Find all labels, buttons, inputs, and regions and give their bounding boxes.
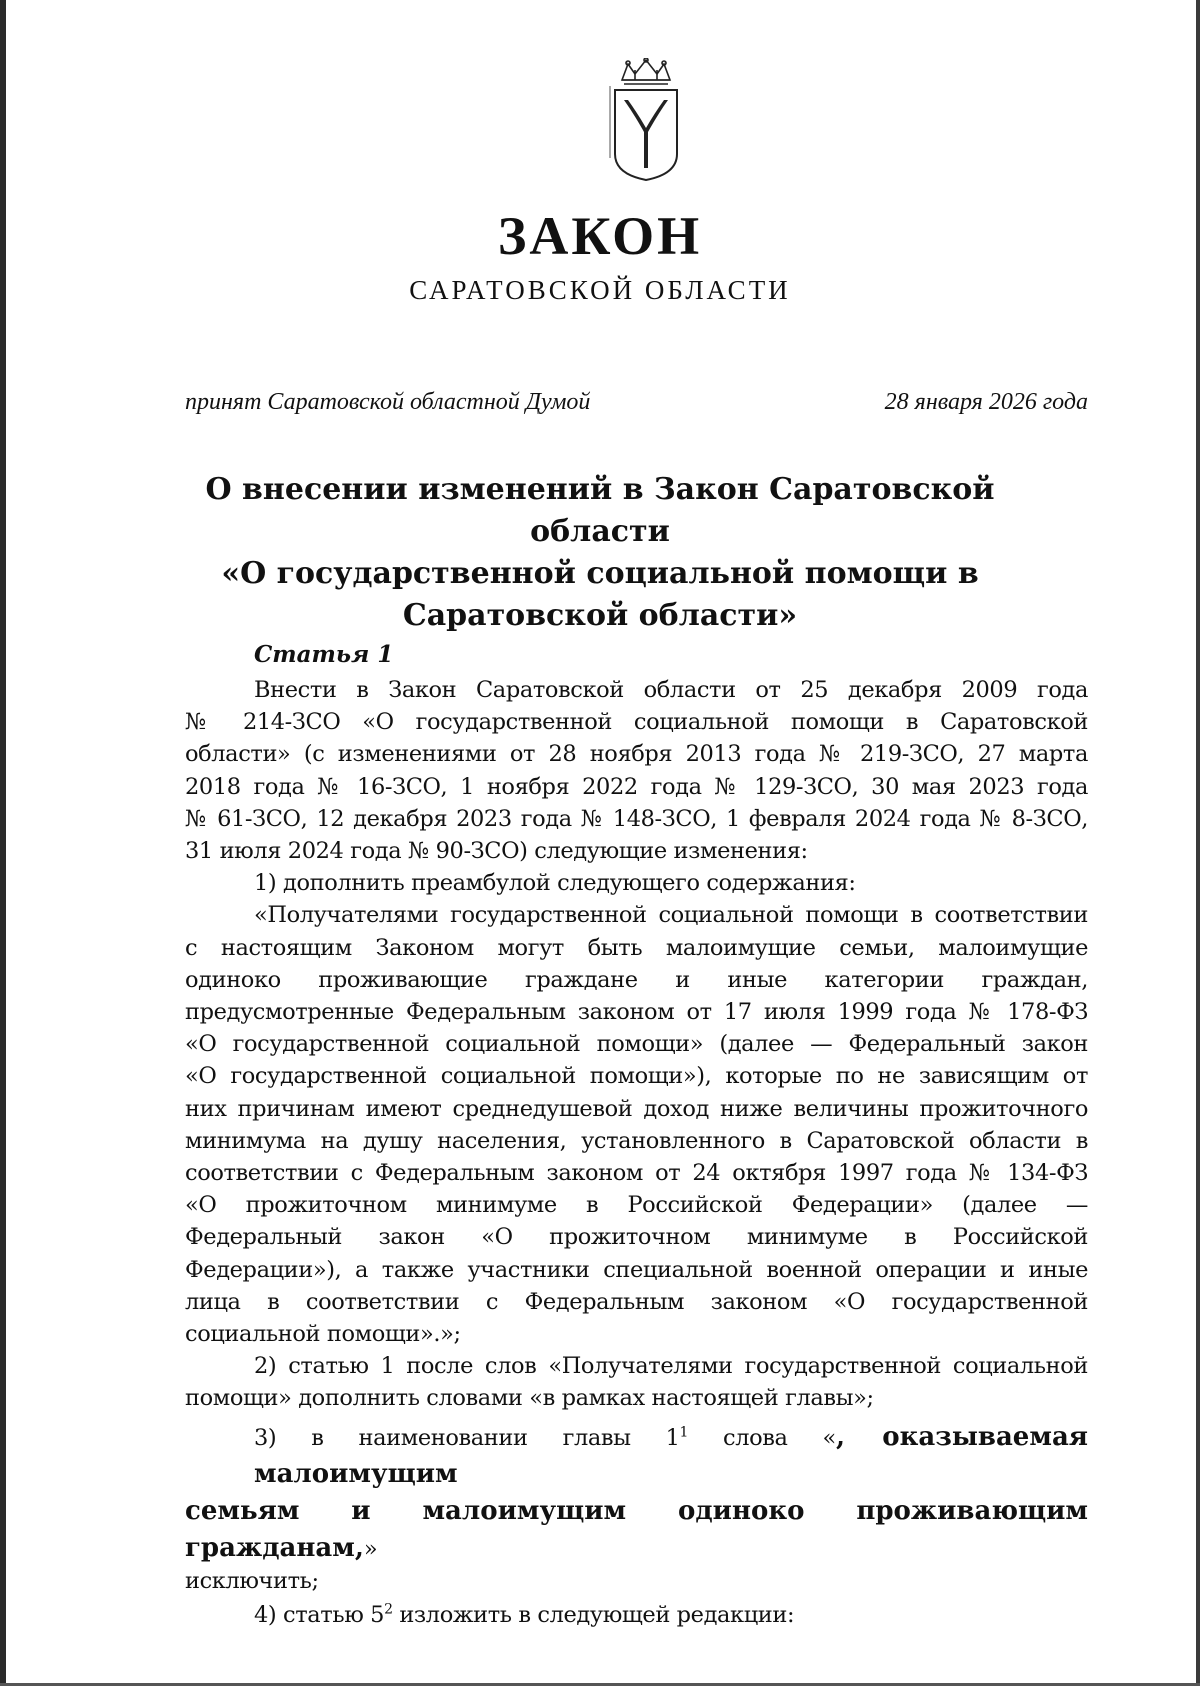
text-line: помощи» дополнить словами «в рамках настоящей главы»; <box>185 1385 874 1412</box>
text-line: «О прожиточном минимуме в Российской Федерации» (далее — <box>185 1192 1088 1219</box>
adoption-date: 28 января 2026 года <box>884 389 1088 415</box>
text-line: 2018 года № 16-ЗСО, 1 ноября 2022 года № 129-ЗСО, 30 мая 2023 года <box>185 773 1088 800</box>
item-1 <box>185 867 1088 899</box>
article-title: Статья 1 <box>254 641 394 668</box>
document-title: ЗАКОН <box>497 206 703 266</box>
text-line: № 61-ЗСО, 12 декабря 2023 года № 148-ЗСО, 1 февраля 2024 года № 8-ЗСО, <box>185 805 1088 832</box>
item-2 <box>185 1350 1088 1414</box>
item-4 <box>185 1599 1088 1631</box>
text-line: области» (с изменениями от 28 ноября 2013 года № 219-ЗСО, 27 марта <box>185 741 1088 768</box>
text-line: соответствии с Федеральным законом от 24 октября 1997 года № 134-ФЗ <box>185 1160 1088 1187</box>
item-3-mid: слова « <box>688 1424 836 1451</box>
item-3-bold-text: семьям и малоимущим одиноко проживающим гражданам, <box>185 1495 1088 1563</box>
law-heading-line: «О государственной социальной помощи в <box>221 556 979 591</box>
text-line: исключить; <box>185 1567 319 1594</box>
text-line <box>185 1493 1088 1567</box>
text-line: № 214-ЗСО «О государственной социальной помощи в Саратовской <box>185 709 1088 736</box>
item-3-bold-text: , оказываемая малоимущим <box>254 1421 1088 1489</box>
text-line: предусмотренные Федеральным законом от 17 июля 1999 года № 178-ФЗ <box>185 999 1088 1026</box>
text-line: Федеральный закон «О прожиточном минимуме в Российской <box>185 1224 1088 1251</box>
text-line: «О государственной социальной помощи»), которые по не зависящим от <box>185 1063 1088 1090</box>
text-line: них причинам имеют среднедушевой доход ниже величины прожиточного <box>185 1095 1088 1122</box>
item-3 <box>185 1419 1088 1595</box>
document-subtitle: САРАТОВСКОЙ ОБЛАСТИ <box>409 275 791 305</box>
item-4-prefix: 4) статью 5 <box>254 1601 385 1628</box>
law-heading <box>150 469 1050 637</box>
article-body <box>185 642 1088 1631</box>
text-line: социальной помощи».»; <box>185 1321 461 1348</box>
text-line: «О государственной социальной помощи» (далее — Федеральный закон <box>185 1031 1088 1058</box>
text-line: с настоящим Законом могут быть малоимущие семьи, малоимущие <box>185 934 1088 961</box>
article-paragraph-1 <box>185 674 1088 867</box>
text-line: Федерации»), а также участники специальной военной операции и иные <box>185 1256 1088 1283</box>
item-3-prefix: 3) в наименовании главы 1 <box>254 1424 680 1451</box>
text-line: 1) дополнить преамбулой следующего содержания: <box>254 870 856 897</box>
adopted-by: принят Саратовской областной Думой <box>185 389 591 415</box>
superscript: 2 <box>384 1601 393 1618</box>
superscript: 1 <box>679 1424 689 1441</box>
text-line: минимума на душу населения, установленного в Саратовской области в <box>185 1127 1088 1154</box>
law-heading-line: О внесении изменений в Закон Саратовской области <box>205 472 995 549</box>
text-line <box>185 1599 1088 1631</box>
text-line: 31 июля 2024 года № 90-ЗСО) следующие изменения: <box>185 838 808 865</box>
text-line <box>185 1419 1088 1493</box>
text-line: Внести в Закон Саратовской области от 25 декабря 2009 года <box>254 677 1088 703</box>
item-4-suffix: изложить в следующей редакции: <box>392 1601 795 1628</box>
text-line: лица в соответствии с Федеральным законом «О государственной <box>185 1288 1088 1315</box>
preamble-quote <box>185 899 1088 1350</box>
text-line: «Получателями государственной социальной помощи в соответствии <box>254 902 1088 929</box>
item-3-end: » <box>363 1535 378 1562</box>
law-heading-line: Саратовской области» <box>402 598 798 633</box>
text-line: 2) статью 1 после слов «Получателями государственной социальной <box>254 1353 1088 1380</box>
text-line: одиноко проживающие граждане и иные категории граждан, <box>185 966 1088 993</box>
coat-of-arms-emblem <box>608 58 684 182</box>
